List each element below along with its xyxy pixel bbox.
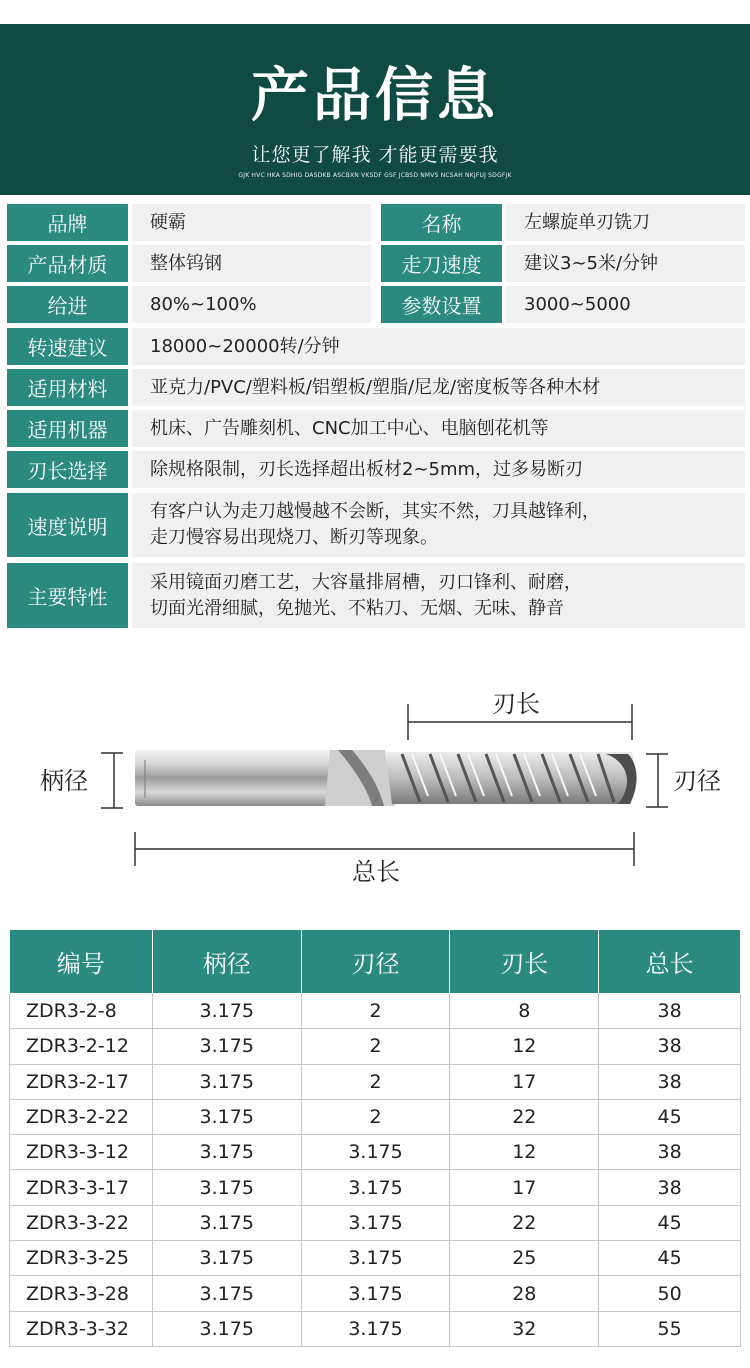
shank-diameter-label: 柄径 (40, 767, 88, 795)
table-row (10, 1276, 741, 1311)
table-row (10, 1099, 741, 1134)
cell-model: ZDR3-3-32 (10, 1311, 153, 1346)
features-value-line-1: 采用镜面刃磨工艺，大容量排屑槽，刃口锋利、耐磨， (150, 571, 582, 593)
cell-shank: 3.175 (152, 1099, 301, 1134)
cell-blade-length: 17 (450, 1170, 599, 1205)
name-label: 名称 (381, 204, 502, 241)
cutter-flute (385, 752, 636, 804)
cell-shank: 3.175 (152, 994, 301, 1029)
info-row-feed (7, 286, 745, 323)
cell-blade-diameter: 3.175 (301, 1241, 450, 1276)
cell-model: ZDR3-2-12 (10, 1029, 153, 1064)
material-label: 产品材质 (7, 245, 128, 282)
cell-blade-diameter: 2 (301, 1064, 450, 1099)
cell-blade-diameter: 3.175 (301, 1311, 450, 1346)
spec-table (9, 929, 741, 1347)
cell-shank: 3.175 (152, 1029, 301, 1064)
materials-label: 适用材料 (7, 369, 128, 406)
info-row-brand (7, 204, 745, 241)
cell-total-length: 38 (599, 1064, 741, 1099)
table-row (10, 1029, 741, 1064)
cell-model: ZDR3-2-8 (10, 994, 153, 1029)
machines-label: 适用机器 (7, 410, 128, 447)
cell-blade-length: 12 (450, 1135, 599, 1170)
decorative-letters: GJK HVC HKA SDHIG DASDKB ASCBXN VKSDF GSF JCBSD NMVS NCSAH NKJFUJ SDGFJK (238, 172, 512, 179)
brand-value: 硬霸 (132, 204, 371, 241)
table-row (10, 1205, 741, 1240)
cell-total-length: 38 (599, 1170, 741, 1205)
blade-diameter-label: 刃径 (673, 767, 721, 795)
table-row (10, 1241, 741, 1276)
cell-blade-diameter: 2 (301, 1029, 450, 1064)
cell-total-length: 38 (599, 1029, 741, 1064)
cell-model: ZDR3-3-28 (10, 1276, 153, 1311)
header-divider (331, 198, 423, 199)
cell-total-length: 45 (599, 1099, 741, 1134)
cell-blade-diameter: 3.175 (301, 1205, 450, 1240)
feed-speed-value: 建议3~5米/分钟 (506, 245, 745, 282)
feed-label: 给进 (7, 286, 128, 323)
col-header-blade-diameter: 刃径 (301, 930, 450, 994)
cell-model: ZDR3-3-22 (10, 1205, 153, 1240)
speed-value (132, 493, 745, 557)
cell-total-length: 38 (599, 994, 741, 1029)
cell-model: ZDR3-2-17 (10, 1064, 153, 1099)
feed-value: 80%~100% (132, 286, 371, 323)
cell-shank: 3.175 (152, 1311, 301, 1346)
brand-label: 品牌 (7, 204, 128, 241)
speed-value-line-1: 有客户认为走刀越慢越不会断，其实不然，刀具越锋利， (150, 501, 600, 522)
info-row-speed (7, 493, 745, 557)
cell-model: ZDR3-3-17 (10, 1170, 153, 1205)
total-length-label: 总长 (352, 858, 400, 886)
cell-blade-diameter: 3.175 (301, 1135, 450, 1170)
feed-speed-label: 走刀速度 (381, 245, 502, 282)
cell-blade-length: 28 (450, 1276, 599, 1311)
cell-total-length: 45 (599, 1205, 741, 1240)
info-row-materials (7, 369, 745, 406)
table-row (10, 1135, 741, 1170)
table-row (10, 994, 741, 1029)
cell-blade-length: 8 (450, 994, 599, 1029)
param-label: 参数设置 (381, 286, 502, 323)
cell-shank: 3.175 (152, 1276, 301, 1311)
features-value-line-2: 切面光滑细腻，免抛光、不粘刀、无烟、无味、静音 (150, 597, 564, 619)
cell-blade-length: 25 (450, 1241, 599, 1276)
length-label: 刃长选择 (7, 451, 128, 488)
cell-blade-length: 17 (450, 1064, 599, 1099)
cell-model: ZDR3-3-12 (10, 1135, 153, 1170)
page-subtitle: 让您更了解我 才能更需要我 (251, 144, 499, 166)
cell-blade-diameter: 3.175 (301, 1276, 450, 1311)
header-banner (0, 24, 750, 195)
blade-length-label: 刃长 (492, 690, 540, 718)
info-row-material (7, 245, 745, 282)
length-value: 除规格限制，刃长选择超出板材2~5mm，过多易断刃 (132, 451, 745, 488)
cell-blade-length: 32 (450, 1311, 599, 1346)
table-row (10, 1170, 741, 1205)
cell-blade-length: 12 (450, 1029, 599, 1064)
cell-blade-diameter: 3.175 (301, 1170, 450, 1205)
materials-value: 亚克力/PVC/塑料板/铝塑板/塑脂/尼龙/密度板等各种木材 (132, 369, 745, 406)
cell-blade-diameter: 2 (301, 1099, 450, 1134)
cell-model: ZDR3-3-25 (10, 1241, 153, 1276)
col-header-model: 编号 (10, 930, 153, 994)
speed-value-line-2: 走刀慢容易出现烧刀、断刃等现象。 (150, 527, 438, 548)
machines-value: 机床、广告雕刻机、CNC加工中心、电脑刨花机等 (132, 410, 745, 447)
cell-model: ZDR3-2-22 (10, 1099, 153, 1134)
cell-shank: 3.175 (152, 1205, 301, 1240)
page-title: 产品信息 (250, 61, 499, 129)
info-row-length (7, 451, 745, 488)
cell-shank: 3.175 (152, 1064, 301, 1099)
cell-blade-diameter: 2 (301, 994, 450, 1029)
features-label: 主要特性 (7, 563, 128, 628)
end-mill-image (135, 750, 637, 806)
cell-shank: 3.175 (152, 1170, 301, 1205)
cell-blade-length: 22 (450, 1099, 599, 1134)
info-row-machines (7, 410, 745, 447)
rpm-label: 转速建议 (7, 328, 128, 365)
param-value: 3000~5000 (506, 286, 745, 323)
cell-total-length: 38 (599, 1135, 741, 1170)
col-header-shank: 柄径 (152, 930, 301, 994)
cell-blade-length: 22 (450, 1205, 599, 1240)
features-value (132, 563, 745, 628)
name-value: 左螺旋单刃铣刀 (506, 204, 745, 241)
table-row (10, 1311, 741, 1346)
col-header-total-length: 总长 (599, 930, 741, 994)
cutter-dimension-diagram (0, 680, 750, 890)
cell-total-length: 45 (599, 1241, 741, 1276)
cell-shank: 3.175 (152, 1135, 301, 1170)
speed-label: 速度说明 (7, 493, 128, 557)
cell-total-length: 50 (599, 1276, 741, 1311)
material-value: 整体钨钢 (132, 245, 371, 282)
info-row-rpm (7, 328, 745, 365)
table-row (10, 1064, 741, 1099)
col-header-blade-length: 刃长 (450, 930, 599, 994)
rpm-value: 18000~20000转/分钟 (132, 328, 745, 365)
cell-total-length: 55 (599, 1311, 741, 1346)
cell-shank: 3.175 (152, 1241, 301, 1276)
info-row-features (7, 563, 745, 628)
spec-table-header-row (10, 930, 741, 994)
